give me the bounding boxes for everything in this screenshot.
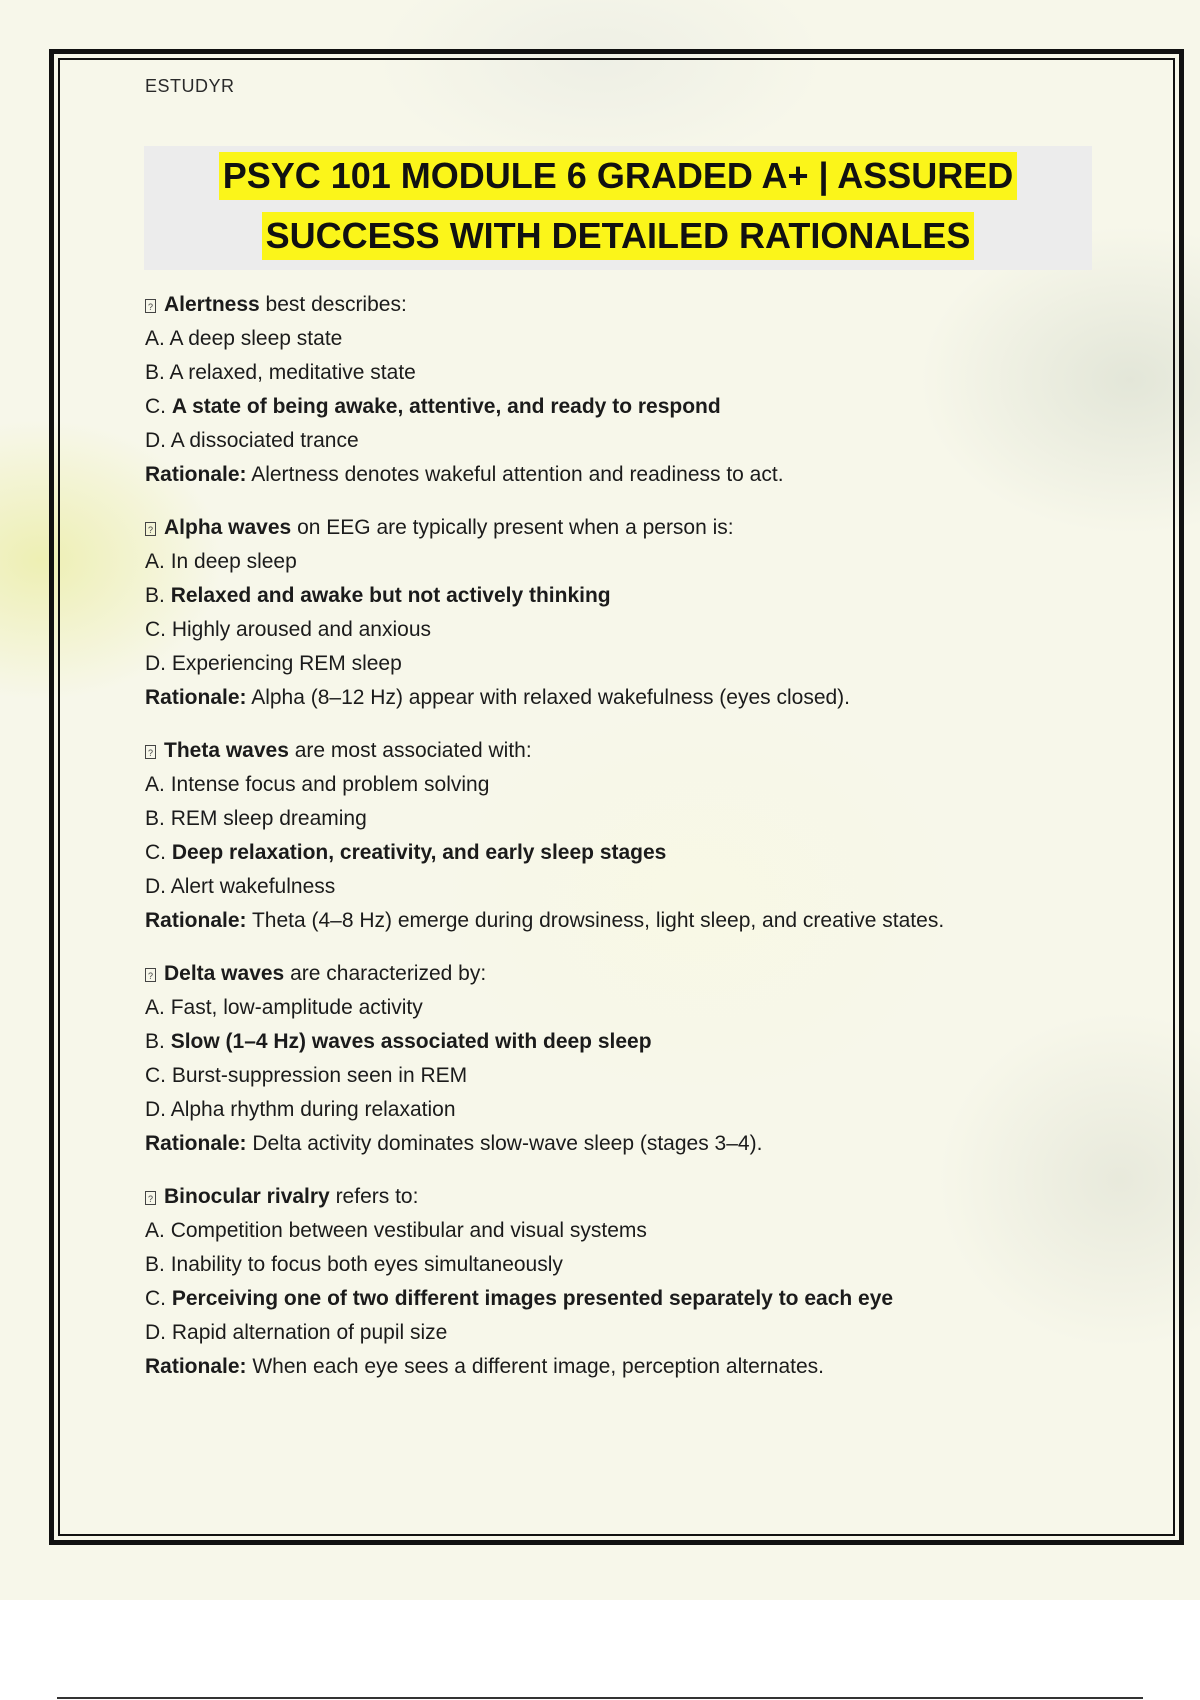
option-letter: C. xyxy=(145,618,172,641)
option-letter: C. xyxy=(145,395,172,418)
answer-option xyxy=(145,424,1085,458)
answer-option xyxy=(145,647,1085,681)
answer-option xyxy=(145,322,1085,356)
option-letter: A. xyxy=(145,327,170,350)
rationale xyxy=(145,1350,1085,1384)
rationale xyxy=(145,904,1085,938)
page-bottom-margin xyxy=(0,1600,1200,1700)
option-text: Alert wakefulness xyxy=(170,875,336,898)
option-text: REM sleep dreaming xyxy=(170,807,367,830)
question-term: Delta waves xyxy=(164,962,285,985)
question-item xyxy=(145,957,1085,1161)
question-item xyxy=(145,511,1085,715)
option-letter: D. xyxy=(145,1321,172,1344)
correct-option-text: A state of being awake, attentive, and ready to respond xyxy=(171,395,721,418)
answer-option xyxy=(145,356,1085,390)
option-letter: D. xyxy=(145,1098,171,1121)
answer-option xyxy=(145,1093,1085,1127)
option-text: Competition between vestibular and visual systems xyxy=(170,1219,647,1242)
correct-option-text: Relaxed and awake but not actively thinking xyxy=(170,584,611,607)
question-term: Theta waves xyxy=(164,739,289,762)
title-line-2: SUCCESS WITH DETAILED RATIONALES xyxy=(262,212,975,260)
answer-option xyxy=(145,1248,1085,1282)
correct-option-text: Perceiving one of two different images presented separately to each eye xyxy=(171,1287,894,1310)
answer-option xyxy=(145,1282,1085,1316)
question-stem xyxy=(145,288,1085,322)
answer-option xyxy=(145,1059,1085,1093)
option-letter: A. xyxy=(145,996,171,1019)
option-text: Experiencing REM sleep xyxy=(171,652,402,675)
option-text: Intense focus and problem solving xyxy=(170,773,490,796)
rationale xyxy=(145,681,1085,715)
option-letter: B. xyxy=(145,584,171,607)
correct-option-text: Deep relaxation, creativity, and early sleep stages xyxy=(171,841,667,864)
option-text: A relaxed, meditative state xyxy=(169,361,416,384)
rationale-label: Rationale: xyxy=(145,686,247,709)
answer-option xyxy=(145,991,1085,1025)
option-letter: A. xyxy=(145,1219,171,1242)
option-letter: A. xyxy=(145,550,171,573)
question-mark-icon: ? xyxy=(145,522,156,536)
question-text: are most associated with: xyxy=(288,739,532,762)
option-letter: D. xyxy=(145,429,171,452)
question-stem xyxy=(145,511,1085,545)
option-text: Inability to focus both eyes simultaneously xyxy=(170,1253,563,1276)
option-text: Burst-suppression seen in REM xyxy=(171,1064,468,1087)
question-stem xyxy=(145,957,1085,991)
option-text: Rapid alternation of pupil size xyxy=(171,1321,448,1344)
answer-option xyxy=(145,768,1085,802)
question-term: Alpha waves xyxy=(164,516,292,539)
option-text: Alpha rhythm during relaxation xyxy=(170,1098,456,1121)
question-term: Alertness xyxy=(164,293,260,316)
rationale-text: Alpha (8–12 Hz) appear with relaxed wakefulness (eyes closed). xyxy=(246,686,850,709)
option-letter: B. xyxy=(145,1253,171,1276)
document-title xyxy=(144,146,1092,270)
question-item xyxy=(145,288,1085,492)
question-term: Binocular rivalry xyxy=(164,1185,330,1208)
question-item xyxy=(145,734,1085,938)
title-line-1: PSYC 101 MODULE 6 GRADED A+ | ASSURED xyxy=(219,152,1018,200)
option-letter: A. xyxy=(145,773,171,796)
bottom-rule xyxy=(57,1697,1143,1699)
answer-option xyxy=(145,390,1085,424)
question-mark-icon: ? xyxy=(145,299,156,313)
answer-option xyxy=(145,1214,1085,1248)
question-text: best describes: xyxy=(259,293,407,316)
rationale-text: Delta activity dominates slow-wave sleep (stages 3–4). xyxy=(246,1132,763,1155)
brand-label: ESTUDYR xyxy=(145,76,235,96)
answer-option xyxy=(145,836,1085,870)
rationale-text: Theta (4–8 Hz) emerge during drowsiness, light sleep, and creative states. xyxy=(246,909,945,932)
rationale xyxy=(145,458,1085,492)
answer-option xyxy=(145,613,1085,647)
question-stem xyxy=(145,1180,1085,1214)
rationale-text: When each eye sees a different image, perception alternates. xyxy=(246,1355,824,1378)
question-text: are characterized by: xyxy=(284,962,487,985)
question-item xyxy=(145,1180,1085,1384)
option-letter: B. xyxy=(145,807,171,830)
rationale-label: Rationale: xyxy=(145,463,247,486)
option-letter: B. xyxy=(145,1030,171,1053)
question-text: refers to: xyxy=(329,1185,419,1208)
question-stem xyxy=(145,734,1085,768)
correct-option-text: Slow (1–4 Hz) waves associated with deep sleep xyxy=(170,1030,652,1053)
rationale-label: Rationale: xyxy=(145,909,247,932)
question-mark-icon: ? xyxy=(145,968,156,982)
option-letter: D. xyxy=(145,652,172,675)
answer-option xyxy=(145,1316,1085,1350)
option-letter: B. xyxy=(145,361,170,384)
answer-option xyxy=(145,545,1085,579)
option-letter: C. xyxy=(145,1287,172,1310)
option-text: A deep sleep state xyxy=(169,327,343,350)
rationale xyxy=(145,1127,1085,1161)
question-list xyxy=(145,288,1085,1403)
option-text: In deep sleep xyxy=(170,550,297,573)
answer-option xyxy=(145,870,1085,904)
question-text: on EEG are typically present when a person is: xyxy=(291,516,734,539)
question-mark-icon: ? xyxy=(145,1191,156,1205)
answer-option xyxy=(145,579,1085,613)
option-text: Highly aroused and anxious xyxy=(171,618,432,641)
rationale-text: Alertness denotes wakeful attention and readiness to act. xyxy=(246,463,784,486)
option-text: Fast, low-amplitude activity xyxy=(170,996,423,1019)
option-letter: D. xyxy=(145,875,171,898)
answer-option xyxy=(145,802,1085,836)
rationale-label: Rationale: xyxy=(145,1132,247,1155)
option-letter: C. xyxy=(145,1064,172,1087)
question-mark-icon: ? xyxy=(145,745,156,759)
option-text: A dissociated trance xyxy=(170,429,359,452)
rationale-label: Rationale: xyxy=(145,1355,247,1378)
answer-option xyxy=(145,1025,1085,1059)
option-letter: C. xyxy=(145,841,172,864)
